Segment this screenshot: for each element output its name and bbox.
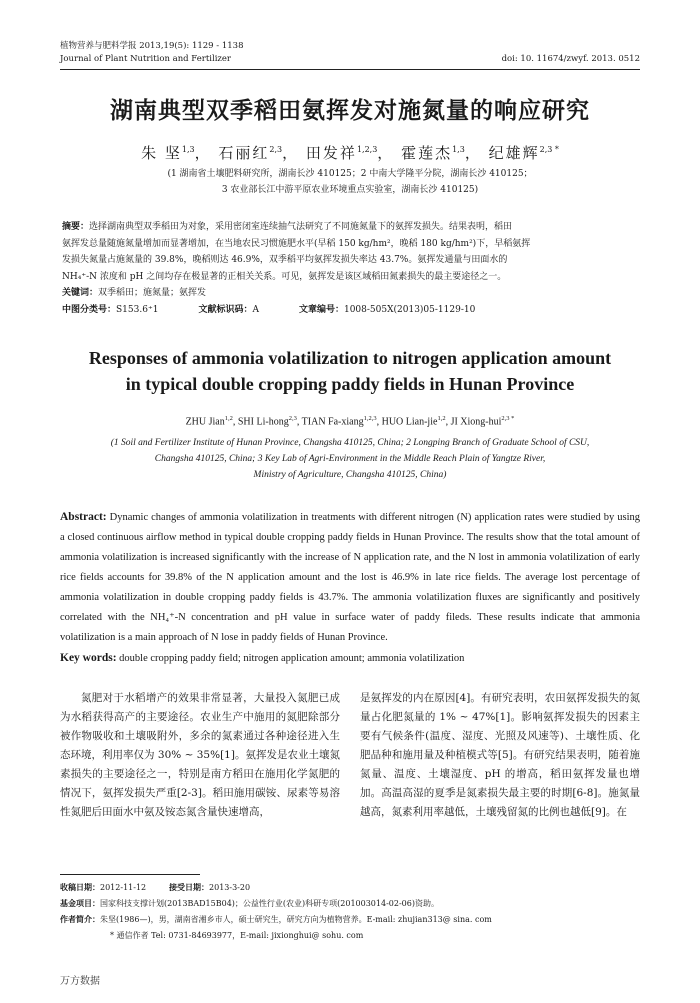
author-cn-5: 纪雄辉 (488, 144, 540, 162)
keywords-en: double cropping paddy field; nitrogen application amount; ammonia volatilization (116, 653, 465, 664)
affiliation-en-line: Ministry of Agriculture, Changsha 410125, China) (253, 470, 447, 480)
body-paragraph: 氮肥对于水稻增产的效果非常显著，大量投入氮肥已成为水稻获得高产的主要途径。农业生产中施用的氮肥除部分被作物吸收和土壤吸附外，多余的氮素通过各种途径进入生态环境，利用率仅为 30% ~ 35%[1]。氨挥发是农业土壤氮素损失的主要途径之一，特别是南方稻田在施用化学氮肥的情况下，氨挥发损失严重[2-3]。稻田施用碳铵、尿素等易溶性氮肥后田面水中氨及铵态氮含量快速增高， (60, 692, 340, 818)
author-cn-3-sup: 1,2,3 (356, 145, 378, 154)
body-column-right (360, 689, 640, 822)
author-bio-label: 作者简介： (60, 915, 100, 924)
author-en-5: JI Xiong-hui (450, 416, 502, 428)
clc-value: S153.6⁺1 (116, 304, 159, 315)
corresponding-author: * 通信作者 Tel: 0731-84693977，E-mail: jixionghui@ sohu. com (110, 931, 364, 940)
author-cn-4-sup: 1,3 (452, 145, 465, 154)
body-paragraph: 是氨挥发的内在原因[4]。有研究表明，农田氨挥发损失的氮量占化肥氮量的 1% ~ 47%[1]。影响氨挥发损失的因素主要有气候条件(温度、湿度、光照及风速等)、土壤性质、化肥品种和施用量及种植模式等[5]。有研究结果表明，随着施氮量、温度、土壤湿度、pH 的增高，稻田氨挥发量也增加。高温高湿的夏季是氮素损失最主要的时期[6-8]。施氮量越高，氮素利用率越低，土壤残留氮的比例也越低[9]。在 (360, 692, 640, 818)
running-header (60, 40, 640, 66)
affiliation-cn-line: (1 湖南省土壤肥料研究所，湖南长沙 410125；2 中南大学隆平分院，湖南长沙 410125； (167, 169, 533, 179)
title-en-line: in typical double cropping paddy fields in Hunan Province (125, 374, 575, 394)
author-en-2: SHI Li-hong (237, 416, 289, 428)
fund-text: 国家科技支撑计划(2013BAD15B04)；公益性行业(农业)科研专项(201003014-02-06)资助。 (100, 899, 439, 908)
doi: doi: 10. 11674/zwyf. 2013. 0512 (501, 54, 640, 64)
abstract-cn-line: 发损失氮量占施氮量的 39.8%，晚稻则达 46.9%，双季稻平均氨挥发损失率达 43.7%。氨挥发通量与田面水的 (62, 255, 508, 265)
author-en-4-sup: 1,2 (437, 415, 446, 422)
abstract-en-label: Abstract: (60, 511, 107, 523)
author-cn-2-sup: 2,3 (269, 145, 283, 154)
keywords-en-label: Key words: (60, 652, 117, 664)
author-cn-5-sup: 2,3 * (539, 145, 559, 154)
received-date: 2012-11-12 (100, 883, 147, 892)
received-label: 收稿日期： (60, 883, 100, 892)
affiliation-cn-line: 3 农业部长江中游平原农业环境重点实验室，湖南长沙 410125) (221, 185, 479, 195)
title-en-line: Responses of ammonia volatilization to nitrogen application amount (88, 348, 612, 368)
author-en-3-sup: 1,2,3 (363, 415, 377, 422)
author-cn-1-sup: 1,3 (181, 145, 195, 154)
abstract-cn-line: NH₄⁺-N 浓度和 pH 之间均存在极显著的正相关关系。可见，氨挥发是该区域稻田氮素损失的最主要途径之一。 (62, 271, 507, 282)
journal-en: Journal of Plant Nutrition and Fertilizer (60, 54, 231, 64)
keywords-cn-label: 关键词： (62, 288, 99, 298)
affiliations-en (70, 435, 630, 483)
clc-label: 中图分类号： (62, 304, 117, 315)
article-no-label: 文章编号： (298, 304, 344, 315)
author-en-2-sup: 2,3 (288, 415, 297, 422)
footnote-rule (60, 874, 200, 875)
accepted-label: 接受日期： (169, 883, 210, 892)
fund-label: 基金项目： (60, 899, 100, 908)
keywords-cn: 双季稻田；施氮量；氨挥发 (98, 288, 207, 298)
authors-en: ZHU Jian$^{1,2}$, SHI Li-hong$^{2,3}$, TIAN Fa-xiang$^{1,2,3}$, HUO Lian-jie$^{1,2}$, JI Xiong-hui$^{2,3 *}$ (185, 415, 515, 428)
authors-cn: 朱 坚$^{1,3}$， 石丽红$^{2,3}$， 田发祥$^{1,2,3}$， 霍莲杰$^{1,3}$， 纪雄辉$^{2,3 *}$ (141, 144, 559, 162)
accepted-date: 2013-3-20 (209, 883, 251, 892)
author-bio: 朱坚(1986—)，男，湖南省湘乡市人，硕士研究生，研究方向为植物营养。E-mail: zhujian313@ sina. com (100, 915, 492, 924)
author-cn-2: 石丽红 (218, 144, 270, 162)
article-no-value: 1008-505X(2013)05-1129-10 (343, 304, 476, 315)
title-cn: 湖南典型双季稻田氨挥发对施氮量的响应研究 (110, 98, 590, 124)
affiliations-cn (0, 166, 700, 198)
abstract-cn (62, 219, 640, 318)
header-rule (60, 69, 640, 70)
author-cn-3: 田发祥 (305, 144, 357, 162)
title-en (0, 345, 700, 397)
abstract-en (60, 507, 640, 669)
author-cn-1: 朱 坚 (141, 144, 182, 162)
author-en-4: HUO Lian-jie (381, 416, 438, 428)
abstract-cn-line: 氨挥发总量随施氮量增加而显著增加，在当地农民习惯施肥水平(早稻 150 kg/hm²，晚稻 180 kg/hm²)下，早稻氨挥 (62, 238, 531, 249)
watermark: 万方数据 (60, 976, 100, 987)
author-en-3: TIAN Fa-xiang (301, 416, 364, 428)
classification-row (62, 302, 640, 319)
body-column-left (60, 689, 340, 822)
abstract-cn-label: 摘要： (62, 222, 90, 232)
author-cn-4: 霍莲杰 (401, 144, 453, 162)
affiliation-en-line: Changsha 410125, China; 3 Key Lab of Agri-Environment in the Middle Reach Plain of Yangtze River, (154, 454, 546, 464)
footnotes (60, 880, 640, 944)
abstract-cn-line: 选择湖南典型双季稻田为对象，采用密闭室连续抽气法研究了不同施氮量下的氨挥发损失。结果表明，稻田 (89, 222, 513, 232)
journal-cn: 植物营养与肥料学报 2013,19(5): 1129 - 1138 (60, 41, 244, 51)
doccode-value: A (252, 304, 259, 315)
author-en-1: ZHU Jian (185, 416, 225, 428)
body-columns (60, 689, 640, 822)
author-en-5-sup: 2,3 * (501, 415, 515, 422)
affiliation-en-line: (1 Soil and Fertilizer Institute of Hunan Province, Changsha 410125, China; 2 Longping Branch of Graduate School of CSU, (110, 438, 590, 448)
doccode-label: 文献标识码： (198, 304, 253, 315)
author-en-1-sup: 1,2 (224, 415, 233, 422)
abstract-en-text: Dynamic changes of ammonia volatilization in treatments with different nitrogen (N) application rates were studied by using a closed continuous airflow method in typical double cropping paddy fields in Hunan Province. The results show that the total amount of ammonia volatilization is increased significantly with the increase of N application rate, and the N lost in ammonia volatilization of early rice fields accounts for 39.8% of the N application amount and the lost is 46.9% in late rice fields. The average lost percentage of ammonia volatilization in double cropping paddy fields is 43.7%. The ammonia volatilization fluxes are significantly and positively correlated with the NH₄⁺-N concentration and pH value in surface water of paddy fileds. These results indicate that ammonia volatilization is a main approach of N lose in paddy fields of Hunan Province. (60, 512, 640, 643)
